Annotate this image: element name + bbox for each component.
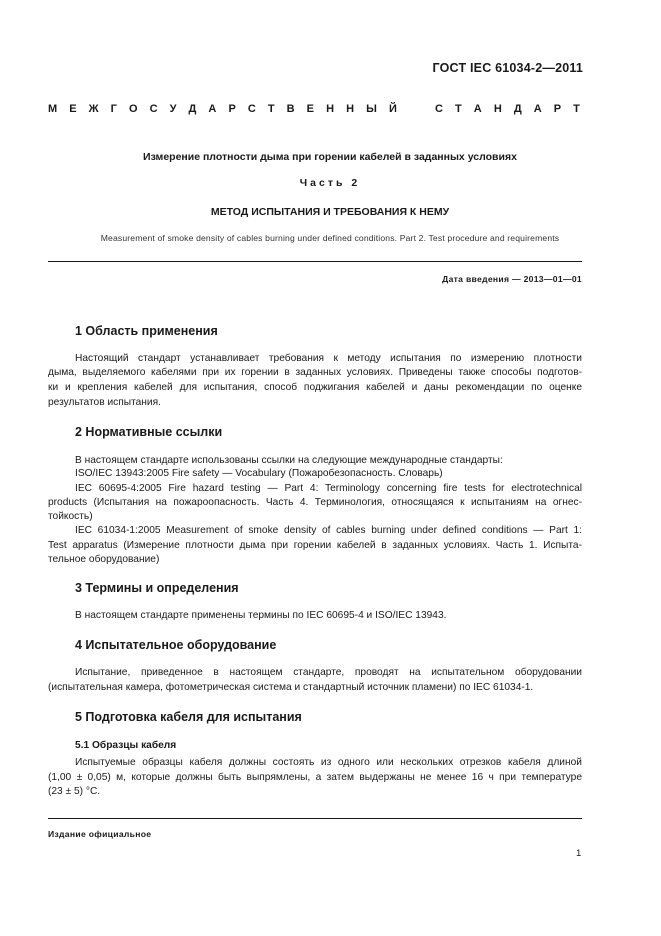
edition-label: Издание официальное xyxy=(48,829,152,839)
document-part: Часть 2 xyxy=(299,177,361,189)
reference-line: Test apparatus (Измерение плотности дыма при горении кабелей в заданных условиях. Часть 1. Испыта- xyxy=(48,540,582,551)
reference-line: тельное оборудование) xyxy=(48,554,160,565)
standard-code: ГОСТ IEC 61034-2—2011 xyxy=(432,61,583,75)
banner-letter: С xyxy=(149,103,158,115)
banner-letter: С xyxy=(247,103,256,115)
paragraph-line: результатов испытания. xyxy=(48,397,161,408)
banner-letter: У xyxy=(169,103,177,115)
document-title-ru: Измерение плотности дыма при горении кабелей в заданных условиях xyxy=(143,151,517,163)
interstate-standard-banner xyxy=(48,103,580,115)
banner-letter: Ж xyxy=(88,103,99,115)
banner-letter: Н xyxy=(326,103,335,115)
reference-line: IEC 61034-1:2005 Measurement of smoke density of cables burning under defined conditions — Part 1: xyxy=(75,525,582,536)
section-heading: 5 Подготовка кабеля для испытания xyxy=(75,710,302,724)
introduction-date: Дата введения — 2013—01—01 xyxy=(442,274,582,284)
paragraph-line: ки и крепления кабелей для испытания, способ поджигания кабелей и даны рекомендации по оценке xyxy=(48,382,582,393)
section-heading: 1 Область применения xyxy=(75,324,218,338)
banner-letter: М xyxy=(48,103,58,115)
reference-line: IEC 60695-4:2005 Fire hazard testing — Part 4: Terminology concerning fire tests for electrotechnical xyxy=(75,483,582,494)
reference-line: ISO/IEC 13943:2005 Fire safety — Vocabulary (Пожаробезопасность. Словарь) xyxy=(75,468,443,479)
banner-letter: Е xyxy=(306,103,315,115)
banner-letter: С xyxy=(434,103,443,115)
banner-letter: А xyxy=(473,103,482,115)
banner-letter: Т xyxy=(573,103,580,115)
paragraph-line: (23 ± 5) °С. xyxy=(48,786,101,797)
title-divider xyxy=(48,261,582,262)
banner-letter: Р xyxy=(553,103,562,115)
banner-letter: Н xyxy=(346,103,355,115)
banner-letter: Д xyxy=(513,103,522,115)
banner-word-gap xyxy=(409,103,423,115)
banner-letter: Е xyxy=(69,103,77,115)
section-heading: 4 Испытательное оборудование xyxy=(75,638,277,652)
reference-line: тойкость) xyxy=(48,511,93,522)
banner-letter: Т xyxy=(267,103,275,115)
paragraph-line: Настоящий стандарт устанавливает требования к методу испытания по измерению плотности xyxy=(75,353,582,364)
paragraph-line: (испытательная камера, фотометрическая система и стандартный источник пламени) по IEC 61034-1. xyxy=(48,682,534,693)
section-heading: 3 Термины и определения xyxy=(75,581,239,595)
paragraph-line: В настоящем стандарте применены термины по IEC 60695-4 и ISO/IEC 13943. xyxy=(75,610,447,621)
document-method-title: МЕТОД ИСПЫТАНИЯ И ТРЕБОВАНИЯ К НЕМУ xyxy=(210,206,450,218)
banner-letter: А xyxy=(208,103,217,115)
banner-letter: Г xyxy=(110,103,117,115)
reference-line: products (Испытания на пожароопасность. Часть 4. Терминология, относящаяся к испытаниям на огнес- xyxy=(48,497,582,508)
section-heading: 2 Нормативные ссылки xyxy=(75,425,223,439)
banner-letter: О xyxy=(128,103,138,115)
paragraph-line: (1,00 ± 0,05) м, которые должны быть выпрямлены, а затем выдержаны не менее 16 ч при температуре xyxy=(48,772,582,783)
paragraph-line: Испытуемые образцы кабеля должны состоять из одного или нескольких отрезков кабеля длиной xyxy=(75,757,582,768)
banner-letter: В xyxy=(286,103,295,115)
subsection-heading: 5.1 Образцы кабеля xyxy=(75,740,177,751)
banner-letter: Т xyxy=(455,103,462,115)
banner-letter: Н xyxy=(493,103,502,115)
paragraph-line: Испытание, приведенное в настоящем стандарте, проводят на испытательном оборудовании xyxy=(75,667,582,678)
banner-letter: Й xyxy=(388,103,397,115)
footer-divider xyxy=(48,818,582,819)
banner-letter: Ы xyxy=(366,103,377,115)
paragraph-line: В настоящем стандарте использованы ссылки на следующие международные стандарты: xyxy=(75,455,503,466)
banner-letter: А xyxy=(533,103,542,115)
banner-letter: Р xyxy=(228,103,236,115)
page-number: 1 xyxy=(576,848,582,859)
banner-letter: Д xyxy=(188,103,197,115)
paragraph-line: дыма, выделяемого кабелями при их горении в заданных условиях. Приведены также способы подготов- xyxy=(48,367,582,378)
document-title-en: Measurement of smoke density of cables burning under defined conditions. Part 2. Test procedure and requirements xyxy=(100,233,560,243)
